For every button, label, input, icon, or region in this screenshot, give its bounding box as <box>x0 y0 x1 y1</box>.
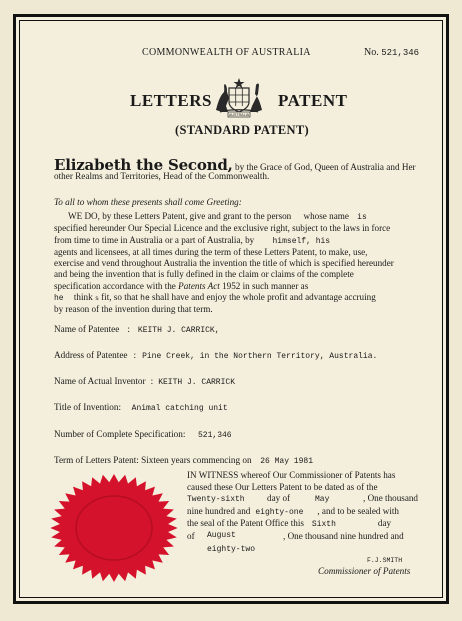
witness-line <box>187 531 432 544</box>
signer-title: Commissioner of Patents <box>318 566 411 576</box>
witness-text: day <box>377 518 392 529</box>
patent-title: PATENT <box>278 91 348 110</box>
inventor-field: Name of Actual Inventor : KEITH J. CARRICK <box>54 376 235 387</box>
grant-text: shall have and enjoy the whole profit and advantage accruing <box>149 292 376 303</box>
typed-day: Twenty-sixth <box>187 495 245 505</box>
grant-line: and being the invention that is fully defined in the claim or claims of the complete <box>54 269 354 280</box>
witness-line: caused these Our Letters Patent to be dated as of the <box>187 481 378 492</box>
specification-value: 521,346 <box>198 431 232 440</box>
witness-text: , One thousand <box>363 493 418 504</box>
monarch-name: Elizabeth the Second, <box>54 156 233 174</box>
grant-text: think <box>71 292 95 303</box>
typed-month: May <box>315 495 330 505</box>
grant-text: 1952 in such manner as <box>219 280 309 291</box>
witness-line: IN WITNESS whereof Our Commissioner of Patents has <box>187 470 396 480</box>
preamble-line-1-rest: by the Grace of God, Queen of Australia and Her <box>232 162 416 172</box>
grant-text: specification accordance with the <box>54 280 179 291</box>
specification-label: Number of Complete Specification: <box>54 429 186 439</box>
coat-of-arms-icon <box>212 76 266 118</box>
term-label: Term of Letters Patent: Sixteen years commencing on <box>54 455 252 465</box>
title-label: Title of Invention: <box>54 402 122 412</box>
patentee-value: KEITH J. CARRICK, <box>137 326 220 335</box>
grant-text: whose name <box>303 211 352 221</box>
seal-starburst <box>50 474 177 582</box>
inventor-value: KEITH J. CARRICK <box>158 378 235 387</box>
patent-number-value: 521,346 <box>381 48 420 58</box>
typed-s: s <box>94 295 99 303</box>
patentee-field: Name of Patentee : KEITH J. CARRICK, <box>54 324 220 335</box>
typed-seal-year: eighty-two <box>207 544 256 554</box>
typed-he: he <box>140 294 150 304</box>
patent-number <box>364 47 419 58</box>
patentee-label: Name of Patentee <box>54 324 120 334</box>
address-value: Pine Creek, in the Northern Territory, Australia. <box>142 352 378 361</box>
signer-name: F.J.SMITH <box>367 557 403 564</box>
witness-text: of <box>187 530 195 541</box>
address-field: Address of Patentee : Pine Creek, in the Northern Territory, Australia. <box>54 350 378 361</box>
grant-text: fit, so that <box>98 292 141 303</box>
term-field <box>54 455 313 466</box>
grant-line: by reason of the invention during that term. <box>54 304 213 315</box>
preamble-line-2: other Realms and Territories, Head of the Commonwealth. <box>54 171 270 181</box>
title-field <box>54 402 228 413</box>
patents-act-italic: Patents Act <box>178 280 220 291</box>
witness-text: nine hundred and <box>187 505 251 516</box>
address-label: Address of Patentee <box>54 350 128 360</box>
typed-he: he <box>54 294 64 304</box>
grant-text: from time to time in Australia or a part of Australia, by <box>54 234 257 245</box>
grant-line <box>54 292 432 304</box>
typed-himself-his: himself, his <box>272 236 331 246</box>
typed-seal-month: August <box>207 530 236 540</box>
grant-text: WE DO, by these Letters Patent, give and grant to the person <box>68 211 294 221</box>
patent-number-prefix: No. <box>364 47 379 58</box>
witness-line <box>187 493 432 506</box>
witness-line <box>187 506 432 519</box>
grant-line <box>54 235 432 247</box>
term-value: 26 May 1981 <box>260 457 313 466</box>
grant-line <box>54 281 432 292</box>
witness-text: day of <box>267 493 291 504</box>
witness-text: , and to be sealed with <box>317 505 399 516</box>
crest-ribbon-label: AUSTRALIA <box>229 113 249 117</box>
witness-text: the seal of the Patent Office this <box>187 518 304 529</box>
specification-field <box>54 429 232 440</box>
commonwealth-heading: COMMONWEALTH OF AUSTRALIA <box>142 47 311 58</box>
grant-paragraph <box>54 211 432 316</box>
standard-patent-subtitle: (STANDARD PATENT) <box>175 123 309 137</box>
grant-line <box>54 211 432 223</box>
grant-line: specified hereunder Our Special Licence and the exclusive right, subject to the laws in force <box>54 223 391 234</box>
witness-paragraph <box>187 470 432 554</box>
witness-line <box>187 544 432 554</box>
grant-line: agents and licensees, at all times during the term of these Letters Patent, to make, use, <box>54 246 368 257</box>
letters-title: LETTERS <box>130 91 212 110</box>
grant-line: exercise and vend throughout Australia the invention the title of which is specified hereunder <box>54 258 394 269</box>
typed-is: is <box>357 213 367 222</box>
witness-text: , One thousand nine hundred and <box>283 530 404 541</box>
title-value: Animal catching unit <box>131 404 228 413</box>
inventor-label: Name of Actual Inventor <box>54 376 146 386</box>
greeting: To all to whom these presents shall come Greeting: <box>54 197 242 207</box>
red-seal-icon <box>44 472 184 584</box>
typed-year: eighty-one <box>255 507 304 517</box>
typed-seal-day: Sixth <box>311 520 336 530</box>
